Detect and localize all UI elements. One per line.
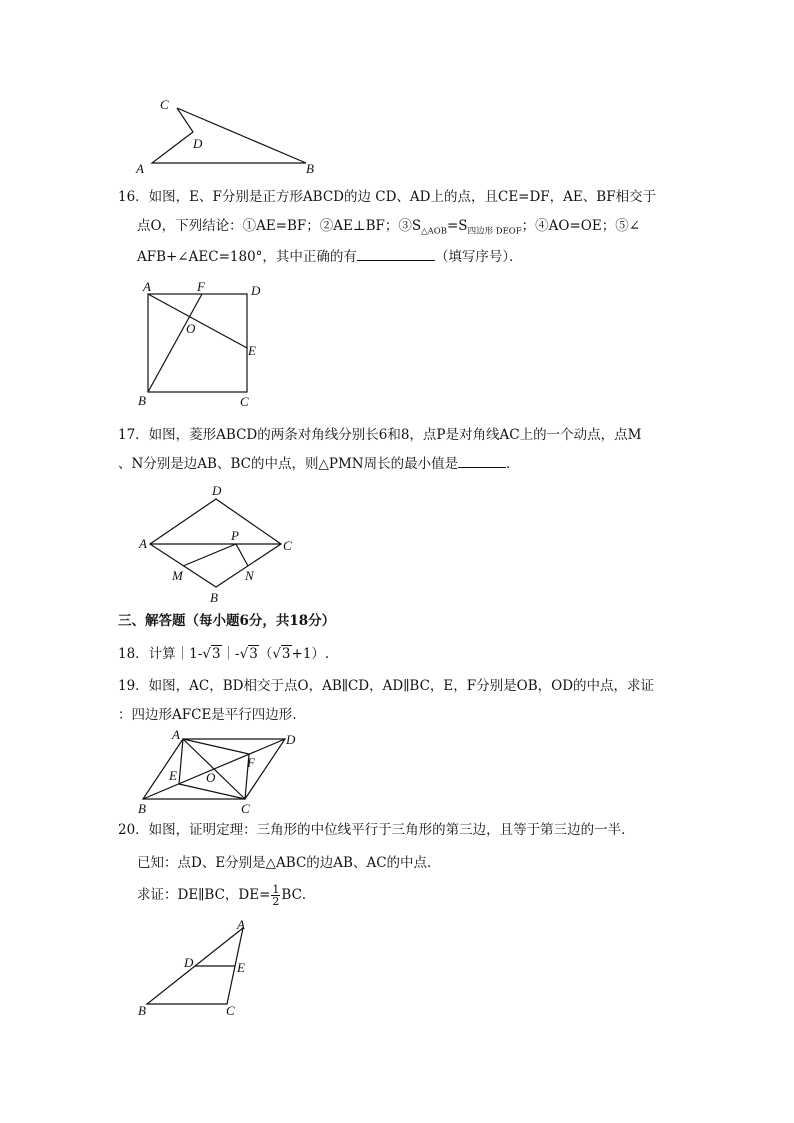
fig20-label-e: E	[237, 960, 245, 975]
q16-line1: 16．如图，E、F分别是正方形ABCD的边 CD、AD上的点，且CE=DF，AE、BF相交于	[118, 189, 657, 205]
fig17-label-b: B	[210, 590, 218, 605]
figure-15	[130, 95, 330, 180]
q16-sub-aob: △AOB	[421, 226, 447, 237]
fig16-label-c: C	[240, 394, 249, 409]
fig16-square	[148, 294, 247, 392]
q20-line2: 已知：点D、E分别是△ABC的边AB、AC的中点．	[137, 855, 441, 871]
fig15-label-b: B	[306, 161, 314, 176]
q17-line2	[118, 454, 520, 474]
figure-16	[130, 278, 280, 413]
q18-radicand-3: 3	[281, 646, 291, 662]
figure-19-svg	[130, 727, 315, 817]
q20-line3	[137, 884, 315, 907]
q18-part-b: ｜-	[221, 646, 240, 662]
q20-line3-a: 求证：DE∥BC，DE=	[137, 887, 271, 903]
fig19-label-o: O	[206, 770, 216, 785]
fig19-diagonal-bd	[143, 739, 285, 799]
figure-15-svg	[130, 95, 330, 180]
q20-denominator: 2	[272, 895, 280, 908]
q16-line3-a: AFB+∠AEC=180°，其中正确的有	[137, 249, 357, 265]
figure-20	[130, 915, 270, 1025]
fig17-path-mpn	[183, 544, 248, 566]
q16-line2-a: 点O，下列结论：①AE=BF；②AE⊥BF；③S	[137, 218, 422, 234]
q16-line2	[137, 216, 640, 242]
figure-16-svg	[130, 278, 280, 413]
q18-part-c: （	[258, 646, 273, 662]
q18-part-a: 18．计算｜1-	[118, 646, 203, 662]
figure-17-svg	[130, 482, 310, 607]
fig19-label-f: F	[247, 755, 255, 770]
fig19-label-b: B	[138, 801, 146, 816]
section-3-heading: 三、解答题（每小题6分，共18分）	[118, 613, 336, 629]
q17-line2-a: 、N分别是边AB、BC的中点，则△PMN周长的最小值是	[118, 456, 459, 472]
q16-line3	[137, 247, 523, 267]
q20-numerator: 1	[272, 883, 280, 896]
figure-19	[130, 727, 315, 817]
q17-answer-blank[interactable]	[458, 454, 506, 468]
fig19-label-a: A	[172, 727, 180, 742]
fig20-label-b: B	[138, 1003, 146, 1018]
q19-line1: 19．如图，AC，BD相交于点O，AB∥CD，AD∥BC，E，F分别是OB，OD的中点，求证	[118, 678, 655, 694]
fig17-label-d: D	[212, 483, 222, 498]
q18-radicand-1: 3	[211, 646, 221, 662]
fig16-label-a: A	[143, 279, 151, 294]
fig17-label-n: N	[245, 568, 254, 583]
fig16-label-o: O	[186, 321, 196, 336]
fig19-label-d: D	[286, 732, 296, 747]
fig20-label-d: D	[184, 955, 194, 970]
q16-line2-b: ；④AO=OE；⑤∠	[521, 218, 641, 234]
fig20-label-a: A	[237, 917, 245, 932]
fig17-label-a: A	[139, 536, 147, 551]
fig16-label-d: D	[251, 283, 261, 298]
q16-answer-blank[interactable]	[357, 247, 435, 261]
q16-line3-b: （填写序号）．	[434, 249, 523, 265]
fig15-outline	[152, 108, 306, 163]
q18-line: 18．计算｜1-√3｜-√3（√3+1）.	[118, 646, 330, 662]
fig17-rhombus	[150, 499, 281, 587]
fig16-label-f: F	[197, 279, 205, 294]
figure-20-svg	[130, 915, 270, 1025]
q19-line2: ：四边形AFCE是平行四边形.	[118, 707, 297, 723]
fig20-label-c: C	[226, 1003, 235, 1018]
q18-part-d: +1）.	[291, 646, 330, 662]
fig17-label-p: P	[231, 528, 239, 543]
q20-line3-b: BC．	[281, 887, 316, 903]
q18-radicand-2: 3	[249, 646, 258, 662]
fig19-label-c: C	[241, 801, 250, 816]
fig15-label-a: A	[136, 161, 144, 176]
fig16-label-e: E	[248, 343, 256, 358]
q20-fraction	[271, 884, 280, 907]
fig15-label-d: D	[193, 136, 203, 151]
q17-line1: 17．如图，菱形ABCD的两条对角线分别长6和8，点P是对角线AC上的一个动点，点M	[118, 427, 642, 443]
fig15-label-c: C	[160, 97, 169, 112]
fig16-label-b: B	[138, 393, 146, 408]
fig17-label-c: C	[283, 538, 292, 553]
q17-line2-b: ．	[506, 456, 520, 472]
fig19-label-e: E	[169, 768, 177, 783]
q16-sub-deof: 四边形 DEOF	[467, 226, 522, 237]
fig17-label-m: M	[172, 568, 183, 583]
figure-17	[130, 482, 310, 607]
q16-eq: =S	[447, 218, 468, 234]
q20-line1: 20．如图，证明定理：三角形的中位线平行于三角形的第三边，且等于第三边的一半．	[118, 822, 635, 838]
